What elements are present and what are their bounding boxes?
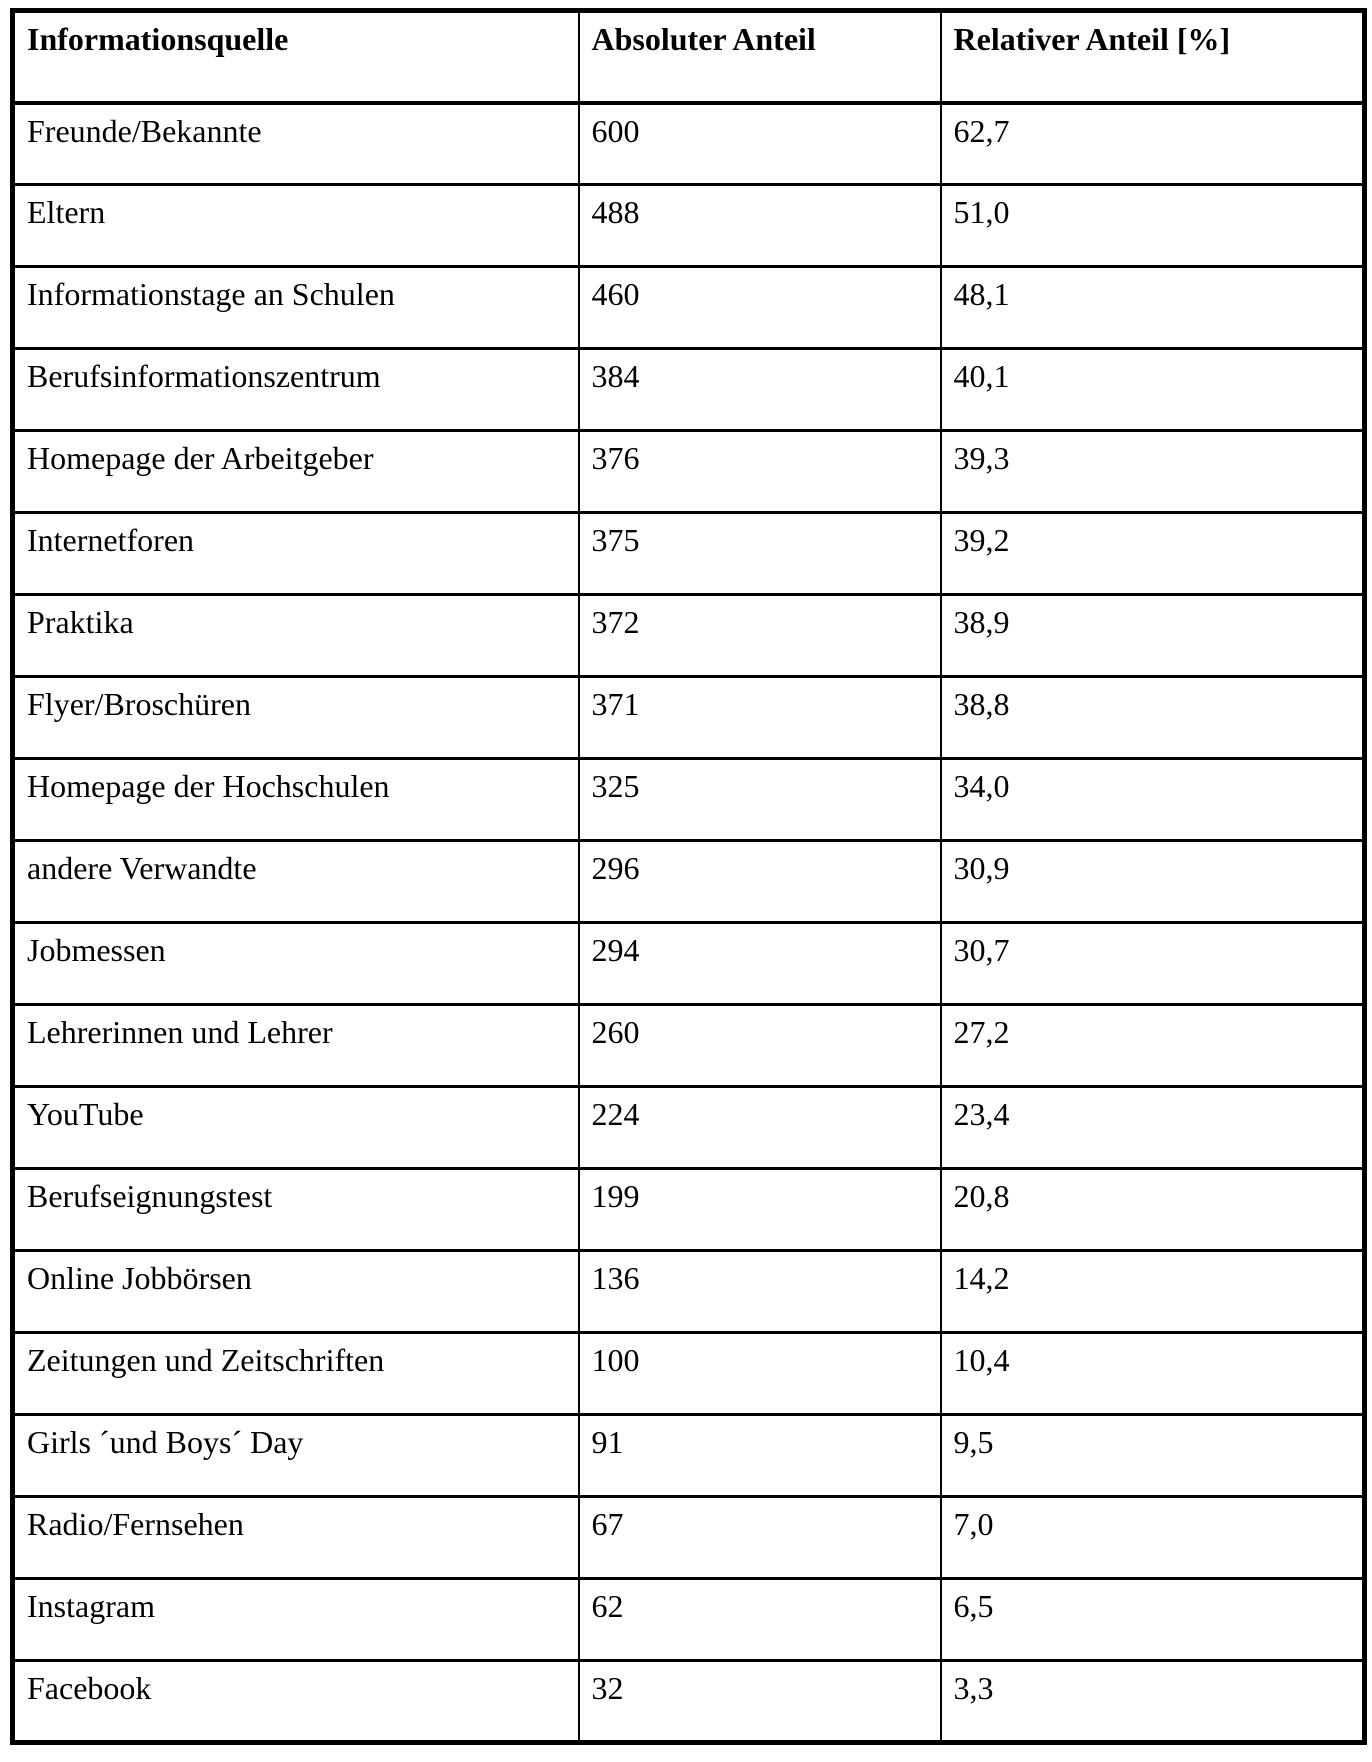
cell-source: Berufseignungstest — [13, 1169, 579, 1251]
table-row — [13, 1005, 1365, 1087]
cell-absolute: 199 — [579, 1169, 941, 1251]
cell-absolute: 325 — [579, 759, 941, 841]
cell-source: Flyer/Broschüren — [13, 677, 579, 759]
cell-absolute: 384 — [579, 349, 941, 431]
cell-relative: 3,3 — [941, 1661, 1365, 1743]
cell-source: Informationstage an Schulen — [13, 267, 579, 349]
cell-source: Berufsinformationszentrum — [13, 349, 579, 431]
table-row — [13, 841, 1365, 923]
cell-relative: 20,8 — [941, 1169, 1365, 1251]
cell-absolute: 372 — [579, 595, 941, 677]
cell-source: YouTube — [13, 1087, 579, 1169]
cell-absolute: 67 — [579, 1497, 941, 1579]
cell-absolute: 62 — [579, 1579, 941, 1661]
cell-source: Homepage der Hochschulen — [13, 759, 579, 841]
table-row — [13, 1415, 1365, 1497]
cell-source: Online Jobbörsen — [13, 1251, 579, 1333]
table-row — [13, 267, 1365, 349]
cell-absolute: 376 — [579, 431, 941, 513]
table-row — [13, 513, 1365, 595]
cell-relative: 9,5 — [941, 1415, 1365, 1497]
cell-absolute: 32 — [579, 1661, 941, 1743]
cell-source: Praktika — [13, 595, 579, 677]
table-row — [13, 1661, 1365, 1743]
cell-source: Freunde/Bekannte — [13, 103, 579, 185]
cell-relative: 30,7 — [941, 923, 1365, 1005]
table-row — [13, 923, 1365, 1005]
table-row — [13, 595, 1365, 677]
cell-source: Instagram — [13, 1579, 579, 1661]
cell-absolute: 375 — [579, 513, 941, 595]
cell-absolute: 371 — [579, 677, 941, 759]
information-sources-table — [10, 8, 1367, 1745]
cell-relative: 39,2 — [941, 513, 1365, 595]
header-row — [13, 11, 1365, 103]
table-row — [13, 759, 1365, 841]
cell-source: andere Verwandte — [13, 841, 579, 923]
cell-relative: 38,9 — [941, 595, 1365, 677]
cell-absolute: 224 — [579, 1087, 941, 1169]
table-row — [13, 1087, 1365, 1169]
cell-source: Eltern — [13, 185, 579, 267]
cell-relative: 39,3 — [941, 431, 1365, 513]
cell-relative: 10,4 — [941, 1333, 1365, 1415]
cell-relative: 6,5 — [941, 1579, 1365, 1661]
cell-absolute: 91 — [579, 1415, 941, 1497]
table-row — [13, 1579, 1365, 1661]
cell-source: Radio/Fernsehen — [13, 1497, 579, 1579]
cell-relative: 38,8 — [941, 677, 1365, 759]
cell-relative: 23,4 — [941, 1087, 1365, 1169]
cell-relative: 34,0 — [941, 759, 1365, 841]
cell-relative: 27,2 — [941, 1005, 1365, 1087]
header-cell-relativer-anteil: Relativer Anteil [%] — [941, 11, 1365, 103]
header-cell-informationsquelle: Informationsquelle — [13, 11, 579, 103]
cell-source: Zeitungen und Zeitschriften — [13, 1333, 579, 1415]
cell-absolute: 294 — [579, 923, 941, 1005]
table-row — [13, 1169, 1365, 1251]
table-row — [13, 1497, 1365, 1579]
table-row — [13, 431, 1365, 513]
cell-absolute: 100 — [579, 1333, 941, 1415]
cell-relative: 30,9 — [941, 841, 1365, 923]
cell-source: Homepage der Arbeitgeber — [13, 431, 579, 513]
table-row — [13, 1333, 1365, 1415]
cell-absolute: 460 — [579, 267, 941, 349]
table-row — [13, 1251, 1365, 1333]
cell-relative: 7,0 — [941, 1497, 1365, 1579]
table-row — [13, 185, 1365, 267]
table-row — [13, 103, 1365, 185]
cell-relative: 48,1 — [941, 267, 1365, 349]
cell-relative: 40,1 — [941, 349, 1365, 431]
cell-absolute: 260 — [579, 1005, 941, 1087]
cell-absolute: 488 — [579, 185, 941, 267]
cell-relative: 51,0 — [941, 185, 1365, 267]
table-header — [13, 11, 1365, 103]
cell-source: Girls ´und Boys´ Day — [13, 1415, 579, 1497]
cell-source: Facebook — [13, 1661, 579, 1743]
cell-absolute: 296 — [579, 841, 941, 923]
cell-source: Lehrerinnen und Lehrer — [13, 1005, 579, 1087]
cell-relative: 62,7 — [941, 103, 1365, 185]
cell-source: Jobmessen — [13, 923, 579, 1005]
cell-source: Internetforen — [13, 513, 579, 595]
cell-absolute: 136 — [579, 1251, 941, 1333]
table-row — [13, 349, 1365, 431]
table-body — [13, 103, 1365, 1743]
header-cell-absoluter-anteil: Absoluter Anteil — [579, 11, 941, 103]
cell-absolute: 600 — [579, 103, 941, 185]
table-row — [13, 677, 1365, 759]
cell-relative: 14,2 — [941, 1251, 1365, 1333]
